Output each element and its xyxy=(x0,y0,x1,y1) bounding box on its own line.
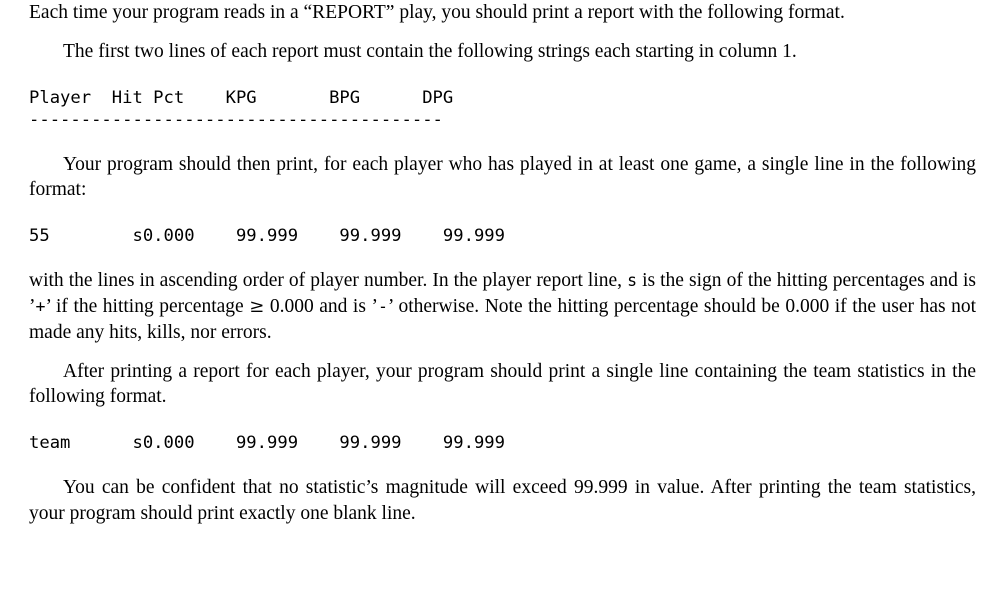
sign-explanation-part5: ’ otherwise. Note the hitting percentage should be 0.000 if the user has not made any hits, kills, nor errors. xyxy=(29,295,977,343)
spacer xyxy=(29,454,976,475)
paragraph-report-format-part1: Each time your program reads in a xyxy=(29,2,304,23)
spacer xyxy=(29,203,976,225)
paragraph-player-line-intro: Your program should then print, for each player who has played in at least one game, a single line in the following format: xyxy=(29,153,976,201)
greater-equal-symbol: ≥ xyxy=(249,295,265,317)
inline-code-minus: - xyxy=(377,296,388,316)
spacer xyxy=(29,346,976,359)
inline-code-s: s xyxy=(627,271,638,291)
spacer xyxy=(29,26,976,39)
paragraph-sign-explanation xyxy=(29,268,976,345)
spacer xyxy=(29,410,976,432)
inline-code-plus: + xyxy=(35,296,46,316)
paragraph-first-two-lines: The first two lines of each report must contain the following strings each starting in column 1. xyxy=(63,40,797,62)
spacer xyxy=(29,247,976,268)
spacer xyxy=(29,131,976,152)
sign-explanation-part2: is the sign of the hitting percentages and is ’ xyxy=(29,270,976,317)
paragraph-report-format-part2: play, you should print a report with the following format. xyxy=(394,2,845,23)
code-block-report-rule: ---------------------------------------- xyxy=(29,109,443,130)
sign-explanation-part4: 0.000 and is ’ xyxy=(264,295,378,317)
code-block-team-line: team s0.000 99.999 99.999 99.999 xyxy=(29,433,505,454)
paragraph-team-stats-intro: After printing a report for each player, your program should print a single line containing the team statistics in the following format. xyxy=(29,360,976,408)
sign-explanation-part3: ’ if the hitting percentage xyxy=(45,295,250,317)
paragraph-magnitude-note: You can be confident that no statistic’s magnitude will exceed 99.999 in value. After printing the team statistics, your program should print exactly one blank line. xyxy=(29,477,976,524)
code-block-player-line: 55 s0.000 99.999 99.999 99.999 xyxy=(29,226,505,247)
code-block-report-header: Player Hit Pct KPG BPG DPG xyxy=(29,87,454,108)
report-keyword: “REPORT” xyxy=(303,2,395,23)
spacer xyxy=(29,65,976,87)
paragraph-report-format xyxy=(29,0,976,26)
document-content xyxy=(29,0,976,527)
sign-explanation-part1: with the lines in ascending order of player number. In the player report line, xyxy=(29,270,628,292)
